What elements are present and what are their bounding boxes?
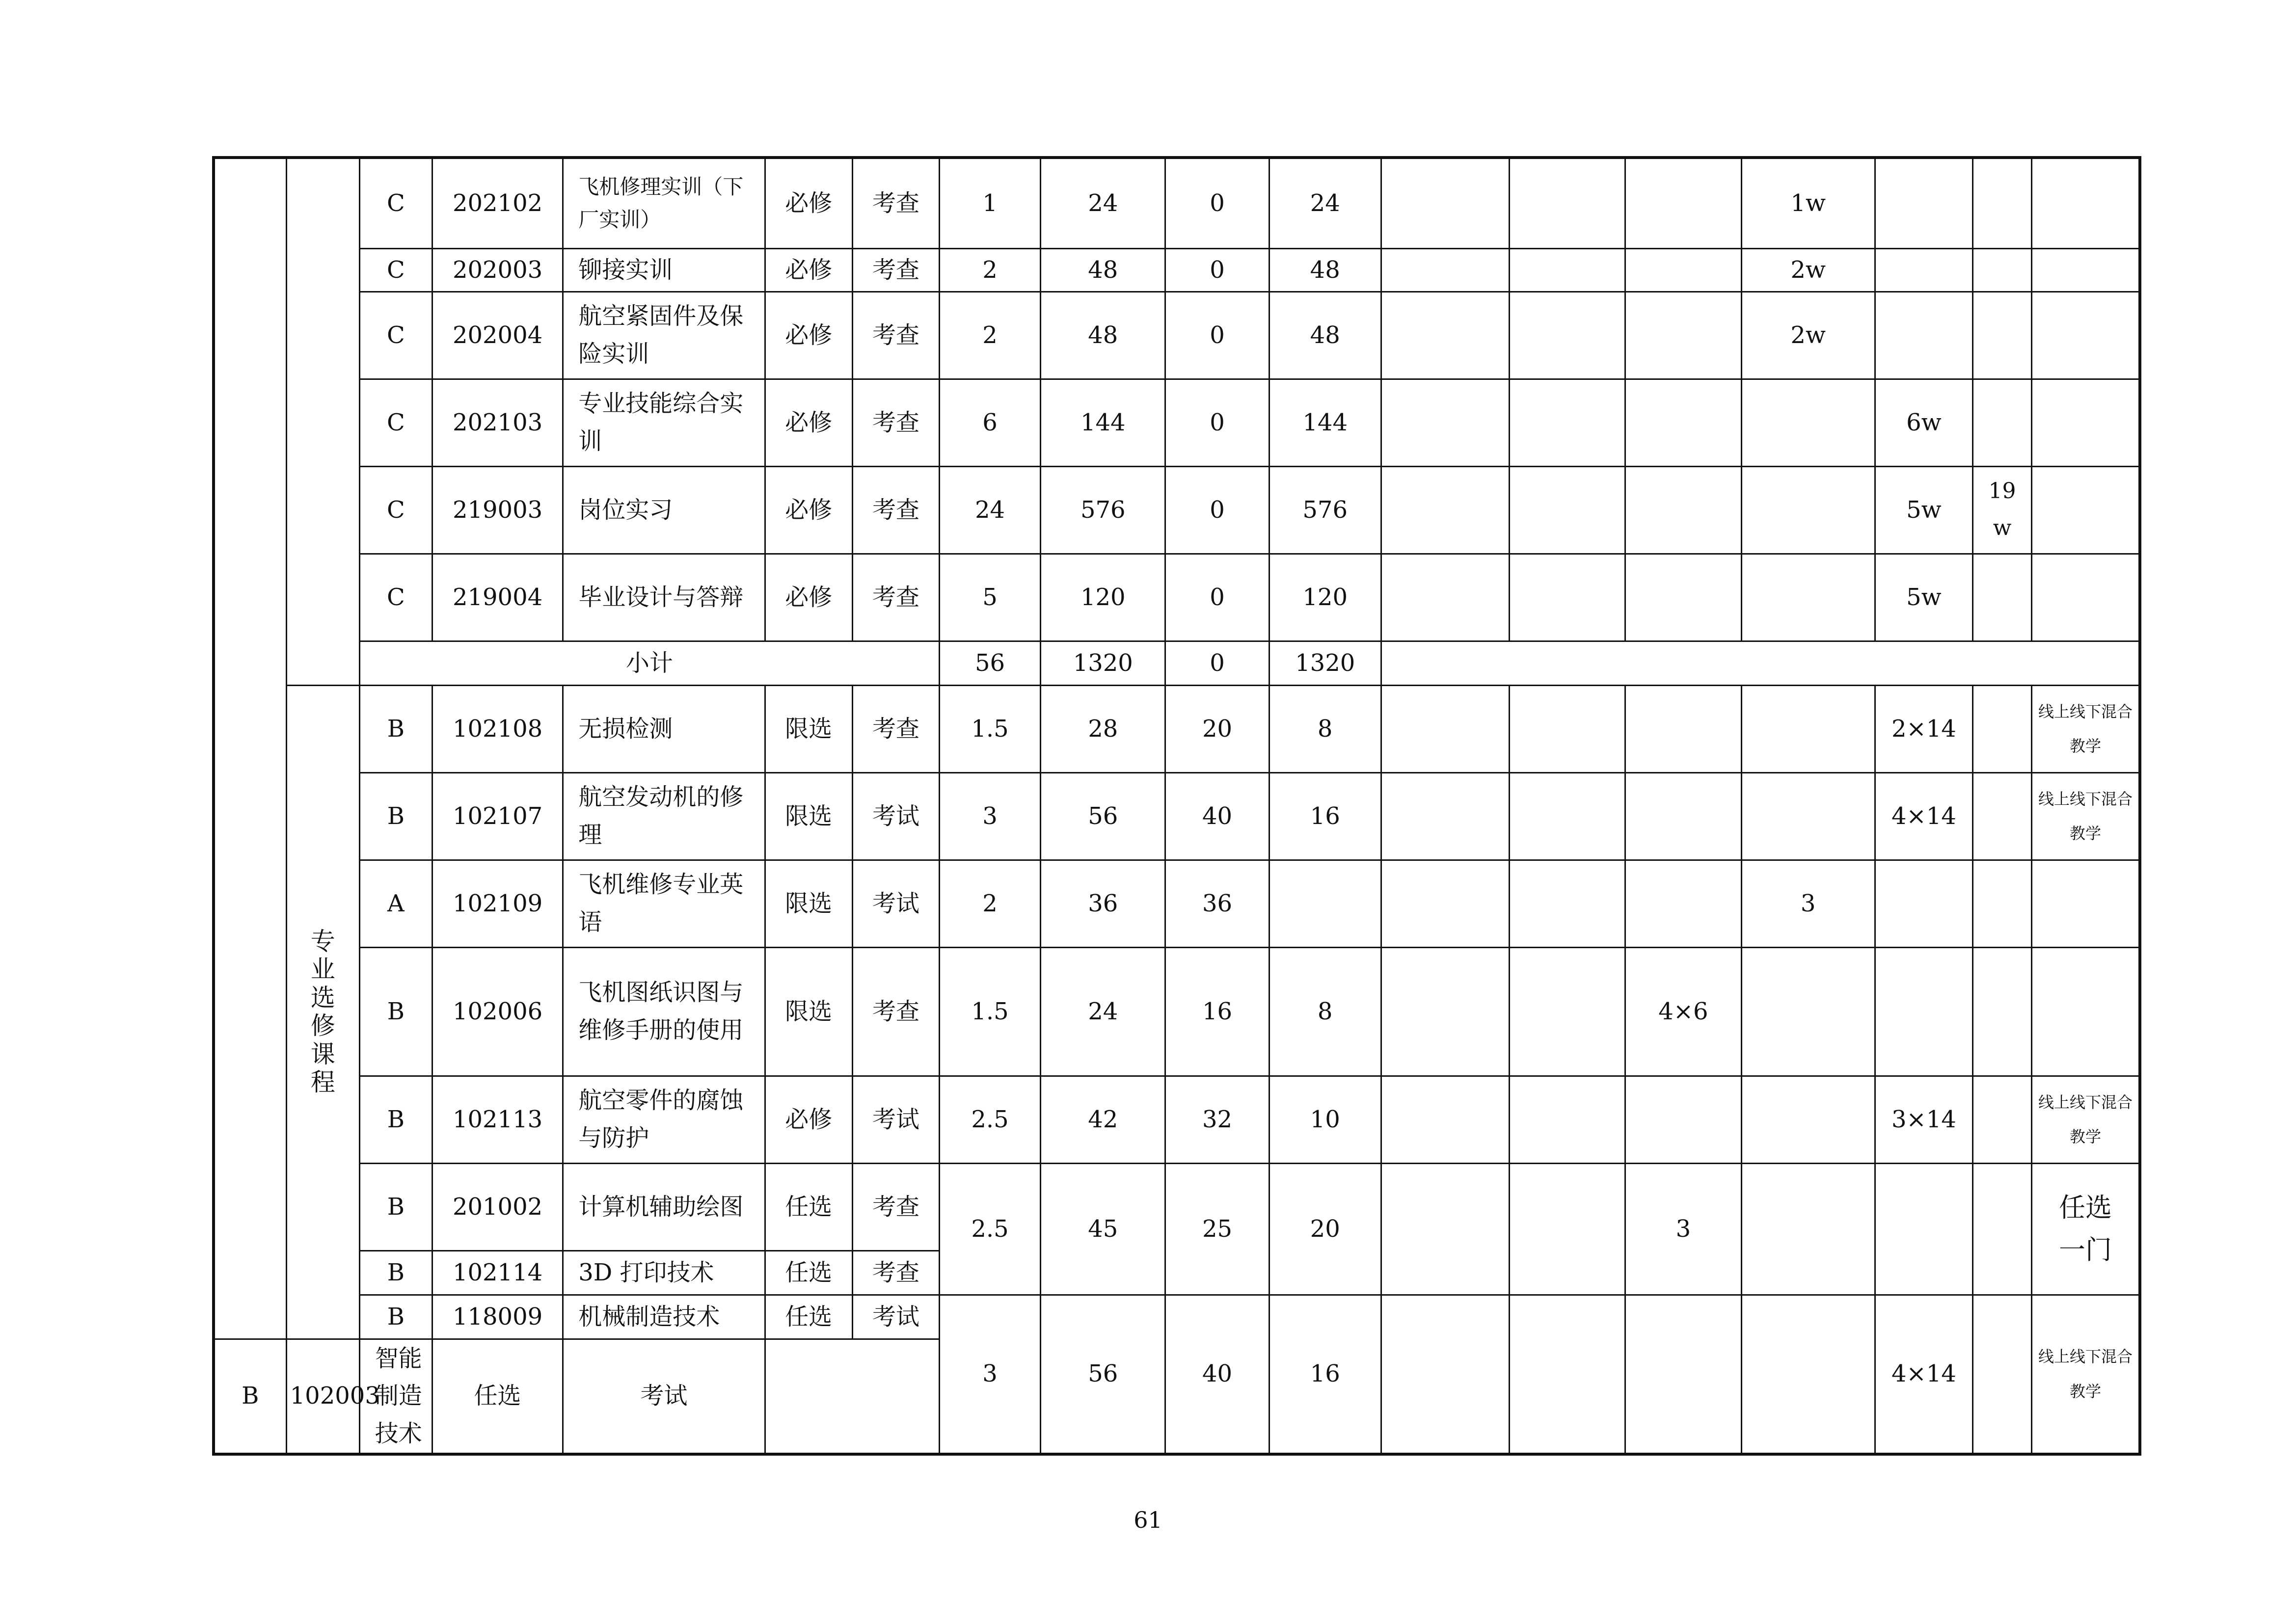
- course-type: B: [359, 772, 432, 860]
- semester-3: [1625, 248, 1741, 292]
- remarks: [2032, 554, 2140, 641]
- total-hours: 24: [1041, 947, 1165, 1076]
- assessment: 考查: [852, 466, 939, 554]
- semester-4: [1741, 379, 1875, 466]
- semester-4: [1741, 554, 1875, 641]
- theory-hours: 0: [1165, 292, 1269, 379]
- table-row: [214, 466, 2140, 554]
- table-row: [214, 158, 2140, 248]
- course-nature: 限选: [765, 772, 852, 860]
- total-hours: 576: [1041, 466, 1165, 554]
- table-row: [214, 1163, 2140, 1251]
- course-code: 219004: [432, 554, 563, 641]
- credits: 6: [939, 379, 1040, 466]
- remarks: 线上线下混合教学: [2032, 772, 2140, 860]
- course-code: 102107: [432, 772, 563, 860]
- total-hours: 48: [1041, 292, 1165, 379]
- assessment: 考查: [852, 554, 939, 641]
- semester-5: [1875, 158, 1972, 248]
- course-nature: 任选: [765, 1251, 852, 1295]
- assessment: 考查: [852, 158, 939, 248]
- curriculum-table: [212, 156, 2141, 1456]
- course-name: 飞机维修专业英语: [563, 860, 765, 947]
- semester-4: 2w: [1741, 292, 1875, 379]
- theory-hours: 40: [1165, 772, 1269, 860]
- total-hours: 120: [1041, 554, 1165, 641]
- course-code: 202102: [432, 158, 563, 248]
- semester-5: 2×14: [1875, 685, 1972, 772]
- course-code: 202004: [432, 292, 563, 379]
- credits: 1.5: [939, 947, 1040, 1076]
- course-type: C: [359, 248, 432, 292]
- practice-hours: 16: [1269, 1295, 1381, 1454]
- theory-hours: 0: [1165, 158, 1269, 248]
- semester-1: [1381, 554, 1509, 641]
- practice-hours: 20: [1269, 1163, 1381, 1295]
- semester-3: 4×6: [1625, 947, 1741, 1076]
- course-nature: 限选: [765, 685, 852, 772]
- semester-3: [1625, 1076, 1741, 1163]
- semester-6: [1973, 554, 2032, 641]
- semester-4: [1741, 685, 1875, 772]
- subtotal-row: [214, 641, 2140, 685]
- course-code: 219003: [432, 466, 563, 554]
- course-type: B: [359, 947, 432, 1076]
- semester-3: [1625, 1295, 1741, 1454]
- semester-6: [1973, 947, 2032, 1076]
- subcategory-cell: [286, 158, 359, 685]
- subtotal-label: 小计: [359, 641, 939, 685]
- semester-2: [1510, 1076, 1625, 1163]
- table-row: [214, 860, 2140, 947]
- practice-hours: 24: [1269, 158, 1381, 248]
- theory-hours: 20: [1165, 685, 1269, 772]
- semester-1: [1381, 1076, 1509, 1163]
- total-hours: 36: [1041, 860, 1165, 947]
- assessment: 考试: [563, 1339, 765, 1454]
- semester-1: [1381, 685, 1509, 772]
- course-nature: 限选: [765, 860, 852, 947]
- semester-4: [1741, 1295, 1875, 1454]
- total-hours: 28: [1041, 685, 1165, 772]
- credits: 2: [939, 860, 1040, 947]
- assessment: 考试: [852, 1076, 939, 1163]
- semester-5: [1875, 292, 1972, 379]
- semester-1: [1381, 292, 1509, 379]
- category-cell: [214, 158, 286, 1339]
- semester-3: 3: [1625, 1163, 1741, 1295]
- course-nature: 必修: [765, 1076, 852, 1163]
- assessment: 考查: [852, 292, 939, 379]
- semester-6: [1973, 158, 2032, 248]
- assessment: 考试: [852, 860, 939, 947]
- course-name: 航空零件的腐蚀与防护: [563, 1076, 765, 1163]
- total-hours: 48: [1041, 248, 1165, 292]
- course-type: C: [359, 379, 432, 466]
- semester-1: [1381, 1295, 1509, 1454]
- semester-6: [1973, 772, 2032, 860]
- course-type: B: [359, 685, 432, 772]
- course-code: 118009: [432, 1295, 563, 1339]
- remarks: 线上线下混合教学: [2032, 1295, 2140, 1454]
- semester-4: 2w: [1741, 248, 1875, 292]
- practice-hours: 144: [1269, 379, 1381, 466]
- semester-4: [1741, 772, 1875, 860]
- assessment: 考查: [852, 379, 939, 466]
- semester-2: [1510, 860, 1625, 947]
- table-row: [214, 379, 2140, 466]
- course-type: B: [359, 1163, 432, 1251]
- semester-5: 3×14: [1875, 1076, 1972, 1163]
- semester-6: [1973, 248, 2032, 292]
- assessment: 考查: [852, 685, 939, 772]
- course-code: 102108: [432, 685, 563, 772]
- semester-4: [1741, 466, 1875, 554]
- practice-hours: 120: [1269, 554, 1381, 641]
- semester-6: [1973, 292, 2032, 379]
- course-name: 岗位实习: [563, 466, 765, 554]
- course-code: 102109: [432, 860, 563, 947]
- practice-hours: [1269, 860, 1381, 947]
- semester-1: [1381, 860, 1509, 947]
- semester-6: [1973, 860, 2032, 947]
- semester-3: [1625, 554, 1741, 641]
- course-type: C: [359, 466, 432, 554]
- remarks: 任选一门: [2032, 1163, 2140, 1295]
- course-name: 3D 打印技术: [563, 1251, 765, 1295]
- theory-hours: 0: [1165, 466, 1269, 554]
- theory-hours: 40: [1165, 1295, 1269, 1454]
- course-name: 智能制造技术: [359, 1339, 432, 1454]
- practice-hours: 16: [1269, 772, 1381, 860]
- semester-1: [1381, 1163, 1509, 1295]
- total-hours: 144: [1041, 379, 1165, 466]
- course-nature: 必修: [765, 379, 852, 466]
- semester-3: [1625, 860, 1741, 947]
- course-nature: 必修: [765, 248, 852, 292]
- semester-5: 6w: [1875, 379, 1972, 466]
- semester-3: [1625, 292, 1741, 379]
- assessment: 考查: [852, 1251, 939, 1295]
- course-name: 计算机辅助绘图: [563, 1163, 765, 1251]
- semester-5: 5w: [1875, 554, 1972, 641]
- remarks: 线上线下混合教学: [2032, 685, 2140, 772]
- course-code: 102003: [286, 1339, 359, 1454]
- remarks: [2032, 947, 2140, 1076]
- subtotal-total-hours: 1320: [1041, 641, 1165, 685]
- total-hours: 45: [1041, 1163, 1165, 1295]
- credits: 2.5: [939, 1163, 1040, 1295]
- semester-2: [1510, 248, 1625, 292]
- remarks: [2032, 466, 2140, 554]
- subtotal-theory-hours: 0: [1165, 641, 1269, 685]
- course-code: 202103: [432, 379, 563, 466]
- semester-4: [1741, 947, 1875, 1076]
- total-hours: 24: [1041, 158, 1165, 248]
- total-hours: 56: [1041, 772, 1165, 860]
- course-name: 专业技能综合实训: [563, 379, 765, 466]
- practice-hours: 8: [1269, 947, 1381, 1076]
- course-code: 202003: [432, 248, 563, 292]
- semester-5: [1875, 860, 1972, 947]
- course-name: 航空发动机的修理: [563, 772, 765, 860]
- practice-hours: 10: [1269, 1076, 1381, 1163]
- semester-6: [1973, 379, 2032, 466]
- course-nature: 任选: [765, 1295, 852, 1339]
- course-type: B: [359, 1295, 432, 1339]
- course-name: 航空紧固件及保险实训: [563, 292, 765, 379]
- course-type: B: [359, 1076, 432, 1163]
- table-row: [214, 772, 2140, 860]
- theory-hours: 16: [1165, 947, 1269, 1076]
- semester-2: [1510, 1163, 1625, 1295]
- remarks: 线上线下混合教学: [2032, 1076, 2140, 1163]
- course-type: C: [359, 554, 432, 641]
- semester-3: [1625, 466, 1741, 554]
- semester-5: [1875, 248, 1972, 292]
- semester-1: [1381, 772, 1509, 860]
- theory-hours: 0: [1165, 248, 1269, 292]
- assessment: 考查: [852, 1163, 939, 1251]
- practice-hours: 48: [1269, 248, 1381, 292]
- course-nature: 任选: [765, 1163, 852, 1251]
- subtotal-practice-hours: 1320: [1269, 641, 1381, 685]
- credits: 3: [939, 772, 1040, 860]
- theory-hours: 36: [1165, 860, 1269, 947]
- semester-5: 5w: [1875, 466, 1972, 554]
- page-number: 61: [1134, 1507, 1162, 1533]
- credits: 5: [939, 554, 1040, 641]
- credits: 2.5: [939, 1076, 1040, 1163]
- semester-5: 4×14: [1875, 772, 1972, 860]
- remarks: [2032, 860, 2140, 947]
- total-hours: 56: [1041, 1295, 1165, 1454]
- total-hours: 42: [1041, 1076, 1165, 1163]
- practice-hours: 48: [1269, 292, 1381, 379]
- course-code: 201002: [432, 1163, 563, 1251]
- practice-hours: 8: [1269, 685, 1381, 772]
- table-row: [214, 554, 2140, 641]
- course-code: 102114: [432, 1251, 563, 1295]
- semester-2: [1510, 292, 1625, 379]
- subtotal-credits: 56: [939, 641, 1040, 685]
- theory-hours: 0: [1165, 379, 1269, 466]
- assessment: 考查: [852, 248, 939, 292]
- semester-6: 19w: [1973, 466, 2032, 554]
- credits: 2: [939, 292, 1040, 379]
- semester-6: [1973, 685, 2032, 772]
- course-nature: 必修: [765, 466, 852, 554]
- course-name: 铆接实训: [563, 248, 765, 292]
- semester-3: [1625, 379, 1741, 466]
- remarks: [2032, 248, 2140, 292]
- course-name: 飞机图纸识图与维修手册的使用: [563, 947, 765, 1076]
- theory-hours: 25: [1165, 1163, 1269, 1295]
- elective-group-label: 专业选修课程: [286, 685, 359, 1339]
- course-type: A: [359, 860, 432, 947]
- course-type: B: [214, 1339, 286, 1454]
- course-code: 102006: [432, 947, 563, 1076]
- credits: 1.5: [939, 685, 1040, 772]
- course-nature: 必修: [765, 554, 852, 641]
- credits: 24: [939, 466, 1040, 554]
- semester-2: [1510, 1295, 1625, 1454]
- table-row: [214, 1295, 2140, 1339]
- course-nature: 任选: [432, 1339, 563, 1454]
- course-name: 机械制造技术: [563, 1295, 765, 1339]
- course-nature: 限选: [765, 947, 852, 1076]
- semester-3: [1625, 772, 1741, 860]
- semester-5: [1875, 947, 1972, 1076]
- semester-6: [1973, 1076, 2032, 1163]
- semester-4: 3: [1741, 860, 1875, 947]
- semester-6: [1973, 1295, 2032, 1454]
- credits: 3: [939, 1295, 1040, 1454]
- course-type: C: [359, 292, 432, 379]
- table-row: [214, 248, 2140, 292]
- semester-2: [1510, 466, 1625, 554]
- semester-4: [1741, 1076, 1875, 1163]
- semester-1: [1381, 466, 1509, 554]
- semester-3: [1625, 685, 1741, 772]
- semester-2: [1510, 554, 1625, 641]
- semester-5: 4×14: [1875, 1295, 1972, 1454]
- assessment: 考试: [852, 772, 939, 860]
- remarks: [2032, 379, 2140, 466]
- theory-hours: 0: [1165, 554, 1269, 641]
- semester-3: [1625, 158, 1741, 248]
- practice-hours: 576: [1269, 466, 1381, 554]
- semester-6: [1973, 1163, 2032, 1295]
- course-code: 102113: [432, 1076, 563, 1163]
- semester-1: [1381, 379, 1509, 466]
- course-type: C: [359, 158, 432, 248]
- semester-1: [1381, 248, 1509, 292]
- table-row: [214, 947, 2140, 1076]
- semester-1: [1381, 947, 1509, 1076]
- course-type: B: [359, 1251, 432, 1295]
- course-name: 无损检测: [563, 685, 765, 772]
- semester-1: [1381, 158, 1509, 248]
- table-row: [214, 1076, 2140, 1163]
- semester-2: [1510, 947, 1625, 1076]
- assessment: 考试: [852, 1295, 939, 1339]
- course-nature: 必修: [765, 158, 852, 248]
- semester-2: [1510, 158, 1625, 248]
- course-nature: 必修: [765, 292, 852, 379]
- theory-hours: 32: [1165, 1076, 1269, 1163]
- semester-2: [1510, 379, 1625, 466]
- semester-2: [1510, 685, 1625, 772]
- table-row: [214, 685, 2140, 772]
- table-row: [214, 292, 2140, 379]
- semester-4: [1741, 1163, 1875, 1295]
- remarks: [2032, 158, 2140, 248]
- semester-4: 1w: [1741, 158, 1875, 248]
- semester-2: [1510, 772, 1625, 860]
- course-name: 飞机修理实训（下厂实训）: [563, 158, 765, 248]
- assessment: 考查: [852, 947, 939, 1076]
- course-name: 毕业设计与答辩: [563, 554, 765, 641]
- semester-5: [1875, 1163, 1972, 1295]
- credits: 2: [939, 248, 1040, 292]
- credits: 1: [939, 158, 1040, 248]
- subtotal-empty: [1381, 641, 2140, 685]
- remarks: [2032, 292, 2140, 379]
